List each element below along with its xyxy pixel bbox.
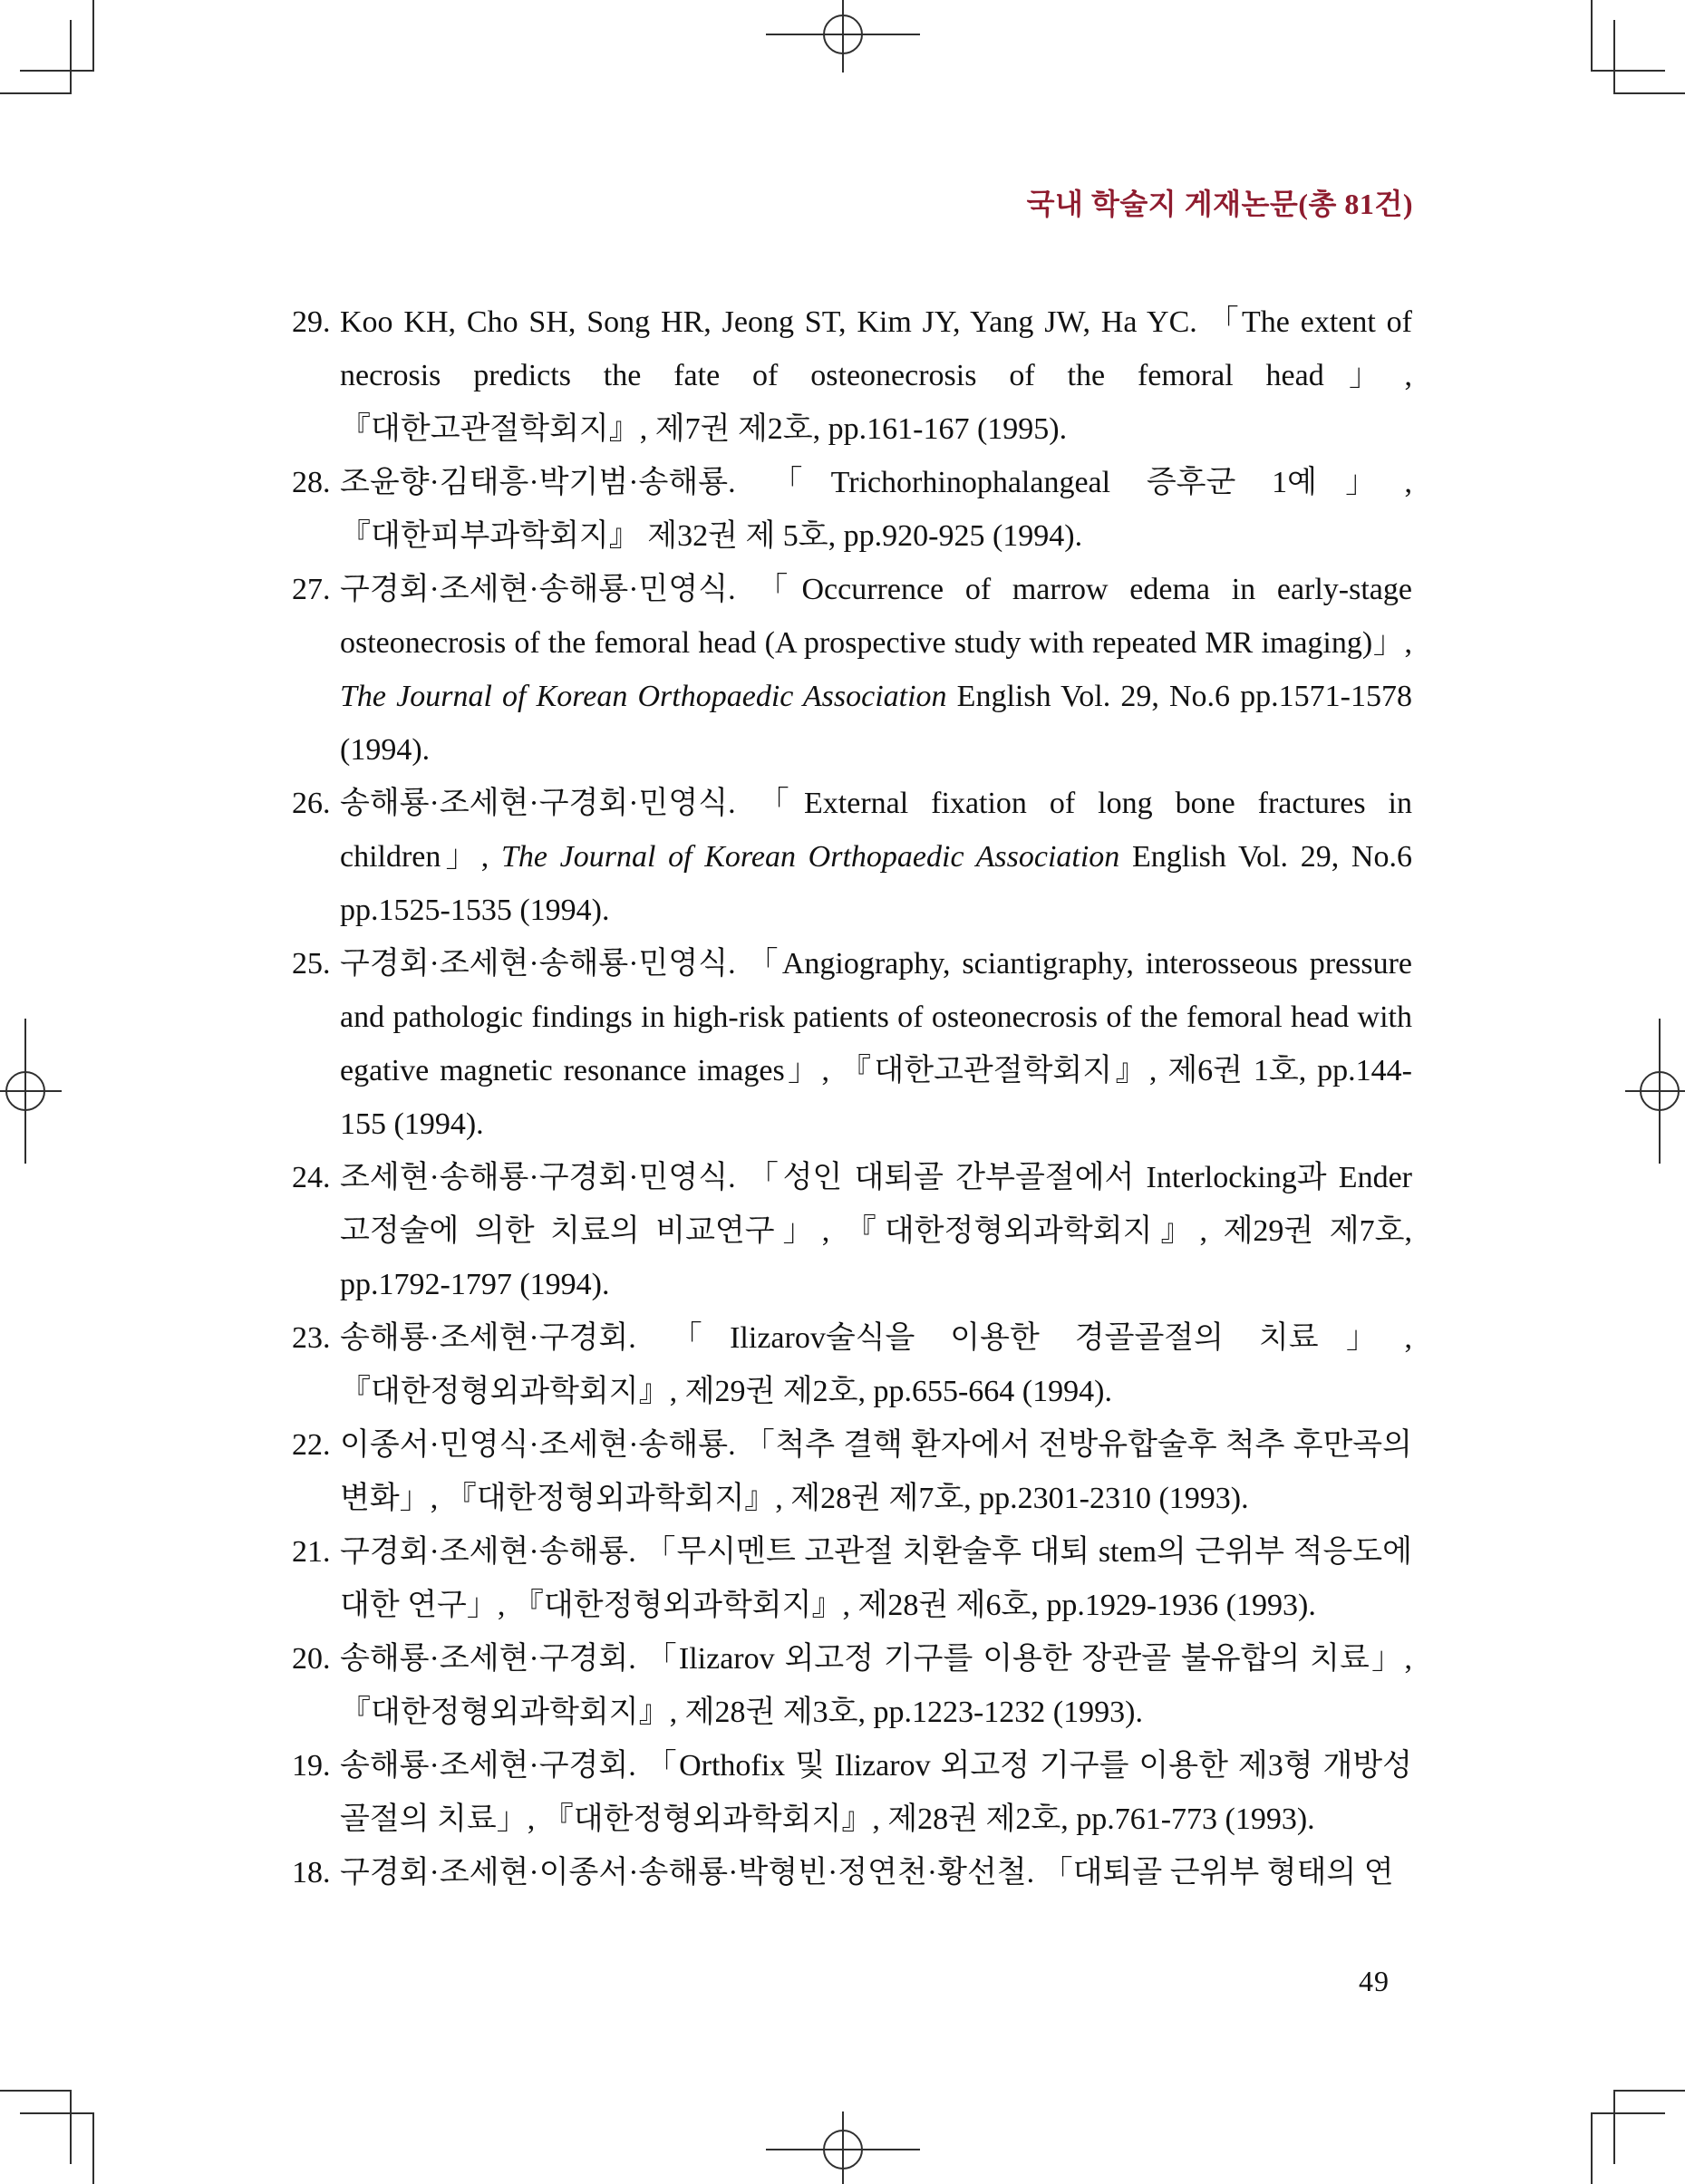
registration-mark-bottom-center: [766, 2112, 920, 2184]
registration-mark-top-center: [766, 0, 920, 72]
reference-text: 송해룡·조세현·구경회. 「Ilizarov술식을 이용한 경골골절의 치료」, 『대한정형외과학회지』, 제29권 제2호, pp.655-664 (1994).: [340, 1321, 1412, 1408]
reference-item: [292, 295, 1412, 456]
reference-item: [292, 563, 1412, 777]
reference-number: 22.: [292, 1428, 331, 1462]
journal-title-italic: The Journal of Korean Orthopaedic Association: [500, 840, 1120, 874]
trim-mark-bottom-left: [0, 2091, 93, 2184]
reference-item: [292, 1525, 1412, 1632]
reference-item: [292, 937, 1412, 1151]
reference-number: 21.: [292, 1535, 331, 1569]
reference-text: 조세현·송해룡·구경회·민영식. 「성인 대퇴골 간부골절에서 Interlocking과 Ender 고정술에 의한 치료의 비교연구」, 『대한정형외과학회지』, 제29권 제7호, pp.1792-1797 (1994).: [340, 1161, 1412, 1301]
reference-text: 조윤향·김태흥·박기범·송해룡. 「Trichorhinophalangeal 증후군 1예」, 『대한피부과학회지』 제32권 제 5호, pp.920-925 (1994).: [340, 466, 1412, 553]
reference-text: 구경회·조세현·송해룡·민영식. 「Occurrence of marrow edema in early-stage osteonecrosis of the femoral head (A prospective study with repeated MR imaging)」,: [340, 573, 1412, 660]
trim-mark-top-right: [1592, 0, 1685, 93]
trim-mark-bottom-right: [1592, 2091, 1685, 2184]
reference-number: 26.: [292, 787, 331, 820]
reference-number: 18.: [292, 1856, 331, 1889]
reference-text: Koo KH, Cho SH, Song HR, Jeong ST, Kim JY, Yang JW, Ha YC. 「The extent of necrosis predicts the fate of osteonecrosis of the femoral head」, 『대한고관절학회지』, 제7권 제2호, pp.161-167 (1995).: [340, 305, 1412, 446]
registration-mark-left-middle: [0, 1019, 62, 1164]
reference-text: 송해룡·조세현·구경회·민영식. 「External fixation of long bone fractures in children」,: [340, 787, 1412, 874]
reference-number: 19.: [292, 1749, 331, 1783]
reference-text: 구경회·조세현·이종서·송해룡·박형빈·정연천·황선철. 「대퇴골 근위부 형태의 연: [340, 1856, 1394, 1889]
reference-number: 28.: [292, 466, 331, 499]
reference-number: 27.: [292, 573, 331, 606]
page-header-title: 국내 학술지 게재논문(총 81건): [1026, 188, 1413, 220]
reference-text: 송해룡·조세현·구경회. 「Ilizarov 외고정 기구를 이용한 장관골 불유합의 치료」, 『대한정형외과학회지』, 제28권 제3호, pp.1223-1232 (1993).: [340, 1642, 1412, 1729]
reference-item: [292, 1151, 1412, 1311]
trim-mark-top-left: [0, 0, 93, 93]
reference-item: [292, 1846, 1412, 1899]
reference-item: [292, 1311, 1412, 1418]
reference-item: [292, 777, 1412, 937]
reference-text: 이종서·민영식·조세현·송해룡. 「척추 결핵 환자에서 전방유합술후 척추 후만곡의 변화」, 『대한정형외과학회지』, 제28권 제7호, pp.2301-2310 (1993).: [340, 1428, 1412, 1515]
page-number: 49: [1359, 1965, 1390, 1997]
reference-item: [292, 456, 1412, 563]
reference-text: English Vol. 29, No.6 pp.1571-1578 (1994).: [340, 680, 1412, 767]
reference-text: 송해룡·조세현·구경회. 「Orthofix 및 Ilizarov 외고정 기구를 이용한 제3형 개방성 골절의 치료」, 『대한정형외과학회지』, 제28권 제2호, pp.761-773 (1993).: [340, 1749, 1412, 1836]
reference-item: [292, 1632, 1412, 1739]
reference-text: English Vol. 29, No.6 pp.1525-1535 (1994).: [340, 840, 1412, 927]
reference-item: [292, 1418, 1412, 1525]
reference-number: 25.: [292, 947, 331, 981]
reference-number: 29.: [292, 305, 331, 339]
reference-text: 구경회·조세현·송해룡. 「무시멘트 고관절 치환술후 대퇴 stem의 근위부 적응도에 대한 연구」, 『대한정형외과학회지』, 제28권 제6호, pp.1929-1936 (1993).: [340, 1535, 1412, 1622]
reference-number: 24.: [292, 1161, 331, 1194]
reference-item: [292, 1739, 1412, 1846]
journal-title-italic: The Journal of Korean Orthopaedic Association: [340, 680, 947, 713]
reference-list: [292, 295, 1412, 1899]
registration-mark-right-middle: [1625, 1019, 1685, 1164]
reference-number: 20.: [292, 1642, 331, 1676]
reference-text: 구경회·조세현·송해룡·민영식. 「Angiography, sciantigraphy, interosseous pressure and pathologic findings in high-risk patients of osteonecrosis of the femoral head with egative magnetic resonance images」, 『대한고관절학회지』, 제6권 1호, pp.144-155 (1994).: [340, 947, 1412, 1141]
reference-number: 23.: [292, 1321, 331, 1355]
